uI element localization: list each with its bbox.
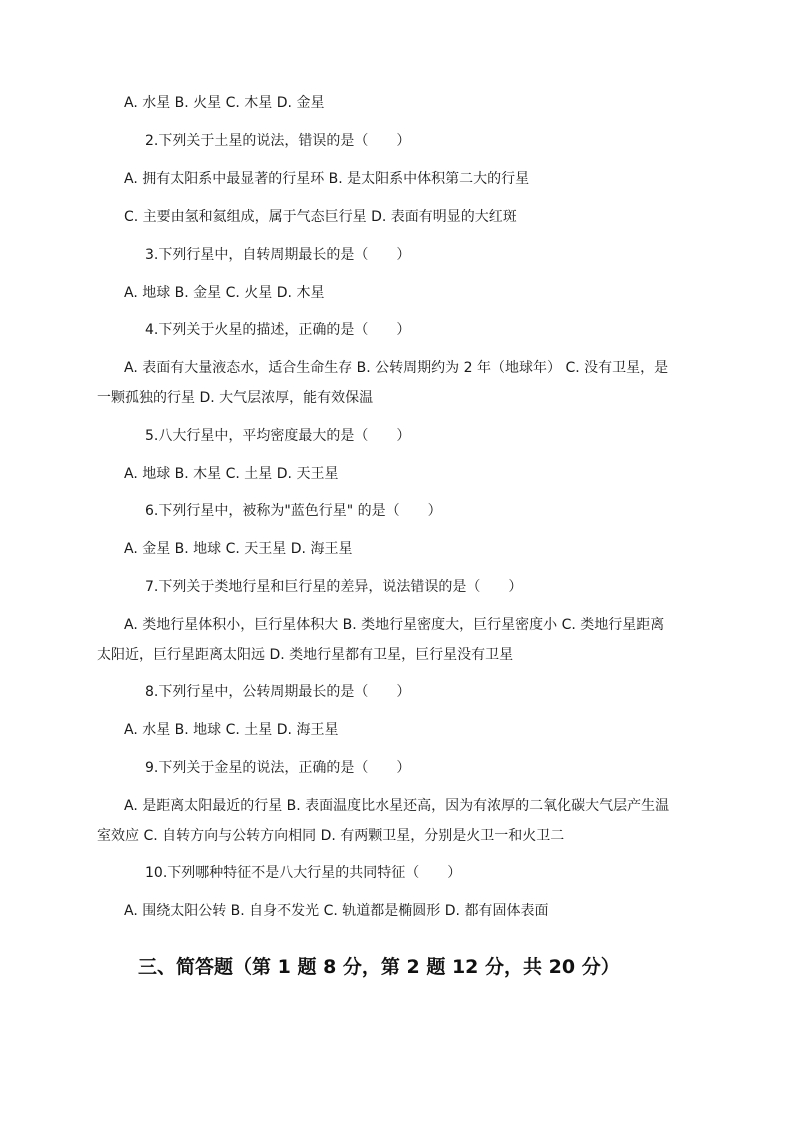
question-7-options-line-1: A. 类地行星体积小，巨行星体积大 B. 类地行星密度大，巨行星密度小 C. 类地行星距离 xyxy=(124,617,665,633)
question-10-options: A. 围绕太阳公转 B. 自身不发光 C. 轨道都是椭圆形 D. 都有固体表面 xyxy=(124,903,549,919)
question-8-options: A. 水星 B. 地球 C. 土星 D. 海王星 xyxy=(124,722,339,738)
question-4-stem: 4.下列关于火星的描述，正确的是（ ） xyxy=(145,322,411,338)
question-4-options-line-2: 一颗孤独的行星 D. 大气层浓厚，能有效保温 xyxy=(97,390,374,406)
question-5-options: A. 地球 B. 木星 C. 土星 D. 天王星 xyxy=(124,466,339,482)
question-7-stem: 7.下列关于类地行星和巨行星的差异，说法错误的是（ ） xyxy=(145,579,523,595)
question-2-options-line-2: C. 主要由氢和氦组成，属于气态巨行星 D. 表面有明显的大红斑 xyxy=(124,209,517,225)
question-3-options: A. 地球 B. 金星 C. 火星 D. 木星 xyxy=(124,285,325,301)
question-9-options-line-2: 室效应 C. 自转方向与公转方向相同 D. 有两颗卫星，分别是火卫一和火卫二 xyxy=(97,828,565,844)
question-3-stem: 3.下列行星中，自转周期最长的是（ ） xyxy=(145,247,411,263)
question-7-options-line-2: 太阳近，巨行星距离太阳远 D. 类地行星都有卫星，巨行星没有卫星 xyxy=(97,647,514,663)
question-2-stem: 2.下列关于土星的说法，错误的是（ ） xyxy=(145,133,411,149)
question-5-stem: 5.八大行星中，平均密度最大的是（ ） xyxy=(145,428,411,444)
section-heading: 三、简答题（第 1 题 8 分，第 2 题 12 分，共 20 分） xyxy=(138,956,620,978)
question-10-stem: 10.下列哪种特征不是八大行星的共同特征（ ） xyxy=(145,865,462,881)
question-6-options: A. 金星 B. 地球 C. 天王星 D. 海王星 xyxy=(124,541,353,557)
question-8-stem: 8.下列行星中，公转周期最长的是（ ） xyxy=(145,684,411,700)
question-4-options-line-1: A. 表面有大量液态水，适合生命生存 B. 公转周期约为 2 年（地球年） C. 没有卫星，是 xyxy=(124,360,669,376)
question-9-stem: 9.下列关于金星的说法，正确的是（ ） xyxy=(145,760,411,776)
question-1-options: A. 水星 B. 火星 C. 木星 D. 金星 xyxy=(124,95,325,111)
question-6-stem: 6.下列行星中，被称为"蓝色行星" 的是（ ） xyxy=(145,503,442,519)
question-9-options-line-1: A. 是距离太阳最近的行星 B. 表面温度比水星还高，因为有浓厚的二氧化碳大气层产生温 xyxy=(124,798,670,814)
question-2-options-line-1: A. 拥有太阳系中最显著的行星环 B. 是太阳系中体积第二大的行星 xyxy=(124,171,530,187)
